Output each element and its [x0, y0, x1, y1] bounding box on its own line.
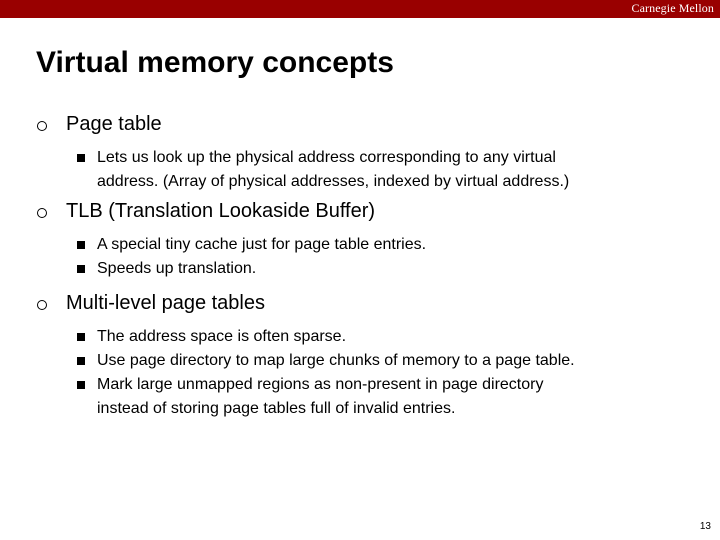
sub-bullet-text: The address space is often sparse.: [97, 328, 347, 345]
sub-bullet-square-icon: [77, 265, 85, 273]
sub-bullet-square-icon: [77, 333, 85, 341]
bullet-heading: TLB (Translation Lookaside Buffer): [66, 200, 376, 222]
slide-title: Virtual memory concepts: [36, 46, 394, 79]
sub-bullet-square-icon: [77, 357, 85, 365]
sub-bullet-text: A special tiny cache just for page table entries.: [97, 236, 427, 253]
sub-bullet-text: Mark large unmapped regions as non-present in page directory: [97, 376, 544, 393]
bullet-circle-icon: [37, 208, 47, 218]
bullet-circle-icon: [37, 300, 47, 310]
header-bar: [0, 0, 720, 18]
sub-bullet-text: Use page directory to map large chunks of memory to a page table.: [97, 352, 575, 369]
bullet-heading: Page table: [66, 113, 162, 135]
sub-bullet-square-icon: [77, 154, 85, 162]
sub-bullet-square-icon: [77, 381, 85, 389]
brand-label: Carnegie Mellon: [631, 1, 714, 15]
sub-bullet-text: address. (Array of physical addresses, indexed by virtual address.): [97, 173, 570, 190]
page-number: 13: [699, 521, 711, 532]
bullet-heading: Multi-level page tables: [66, 292, 265, 314]
sub-bullet-text: instead of storing page tables full of invalid entries.: [97, 400, 456, 417]
sub-bullet-text: Speeds up translation.: [97, 260, 257, 277]
sub-bullet-text: Lets us look up the physical address corresponding to any virtual: [97, 149, 556, 166]
bullet-circle-icon: [37, 121, 47, 131]
sub-bullet-square-icon: [77, 241, 85, 249]
